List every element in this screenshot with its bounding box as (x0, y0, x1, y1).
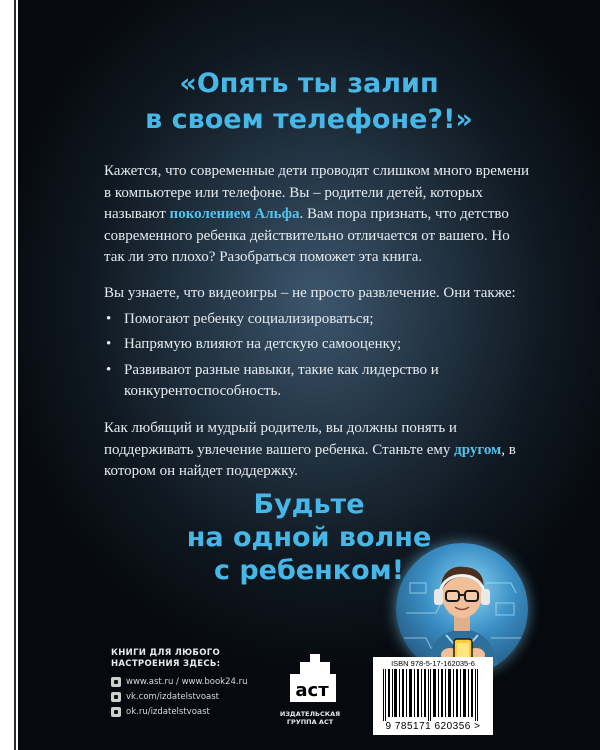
list-item: • Помогают ребенку социализироваться; (104, 309, 534, 331)
barcode-icon (381, 669, 485, 721)
books-heading-line-2: НАСТРОЕНИЯ ЗДЕСЬ: (111, 659, 221, 669)
link-ok[interactable] (111, 704, 248, 719)
paragraph-benefits (104, 283, 534, 403)
barcode-number: 9 785171 620356 > (385, 721, 481, 732)
link-vk-text: vk.com/izdatelstvoast (126, 691, 219, 702)
boy-with-phone-illustration (396, 543, 528, 675)
barcode-label (373, 657, 493, 735)
books-heading-line-1: КНИГИ ДЛЯ ЛЮБОГО (111, 648, 220, 658)
list-item: • Развивают разные навыки, такие как лидерство и конкурентоспособность. (104, 360, 534, 403)
highlight-generation-alpha: поколением Альфа (169, 206, 300, 222)
slogan-line-3: с ребенком! (213, 555, 405, 586)
slogan-line-2: на одной волне (186, 522, 432, 553)
link-website[interactable] (111, 674, 248, 689)
publisher-links (111, 674, 248, 719)
paragraph-intro-text-2: . Вам пора признать, что детство современного ребенка действительно отличается от вашего. Но так ли это плохо? Разобраться поможет эта книга. (104, 206, 510, 265)
list-item: • Напрямую влияют на детскую самооценку; (104, 334, 534, 356)
vk-icon (111, 692, 121, 702)
paragraph-advice-text-1: Как любящий и мудрый родитель, вы должны понять и поддерживать увлечение вашего ребенка. Станьте ему (104, 420, 457, 458)
benefits-list (104, 309, 534, 403)
boy-illustration-svg (396, 543, 528, 675)
link-ok-text: ok.ru/izdatelstvoast (126, 706, 210, 717)
publisher-logo (276, 650, 344, 740)
publisher-caption-line-2: ГРУППА АСТ (286, 718, 334, 726)
paragraph-intro (104, 161, 534, 269)
globe-icon (111, 677, 121, 687)
isbn-text: ISBN 978-5-17-162035-6 (391, 659, 475, 668)
slogan-line-1: Будьте (253, 489, 365, 520)
publisher-caption (276, 710, 344, 726)
cover-title (18, 66, 600, 138)
cover-edge-divider (14, 0, 16, 750)
publisher-caption-line-1: ИЗДАТЕЛЬСКАЯ (279, 710, 341, 718)
back-cover (18, 0, 600, 750)
title-line-2: в своем телефоне?!» (145, 104, 473, 135)
paragraph-advice (104, 418, 534, 483)
ast-logo-icon (276, 650, 344, 708)
benefits-intro: Вы узнаете, что видеоигры – не просто развлечение. Они также: (104, 285, 516, 301)
link-website-text: www.ast.ru / www.book24.ru (126, 676, 248, 687)
title-line-1: «Опять ты залип (179, 68, 439, 99)
link-vk[interactable] (111, 689, 248, 704)
highlight-friend: другом (454, 441, 502, 458)
paragraph-advice-text-2: , в котором он найдет поддержку. (104, 441, 516, 479)
ok-icon (111, 707, 121, 717)
books-heading (111, 648, 220, 670)
ast-logo-text: аст (295, 680, 329, 701)
paragraph-intro-text-1: Кажется, что современные дети проводят слишком много времени в компьютере или телефоне. Вы – родители детей, которых называют (104, 163, 530, 222)
